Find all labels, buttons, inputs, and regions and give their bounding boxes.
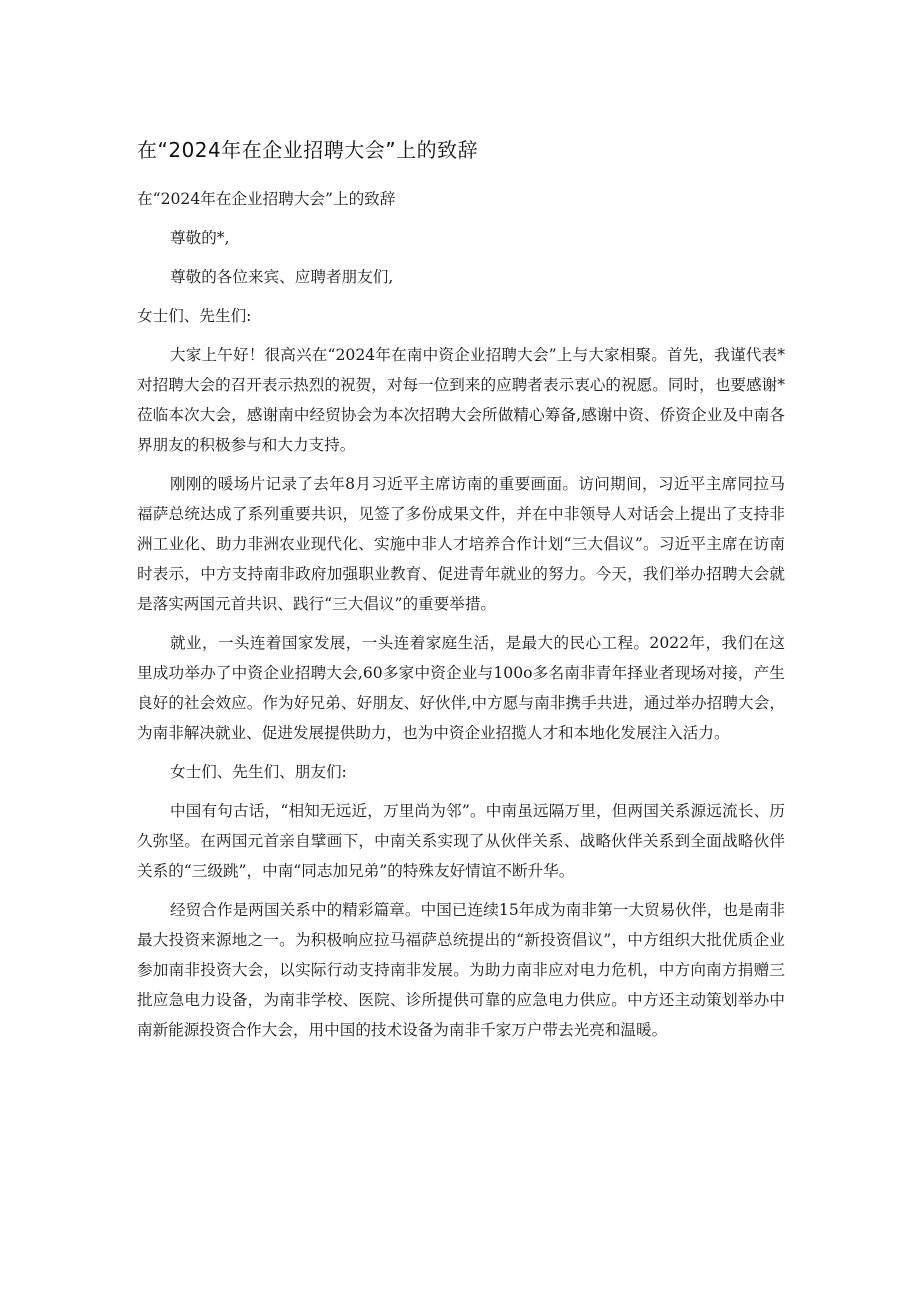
paragraph-employment: 就业，一头连着国家发展，一头连着家庭生活，是最大的民心工程。2022年，我们在这里成功举办了中资企业招聘大会,60多家中资企业与100o多名南非青年择业者现场对接，产生良好的社会效应。作为好兄弟、好朋友、好伙伴,中方愿与南非携手共进，通过举办招聘大会，为南非解决就业、促进发展提供助力，也为中资企业招揽人才和本地化发展注入活力。 [137,634,785,742]
paragraph-greeting: 大家上午好！很高兴在“2024年在南中资企业招聘大会”上与大家相聚。首先，我谨代表*对招聘大会的召开表示热烈的祝贺，对每一位到来的应聘者表示衷心的祝愿。同时，也要感谢*莅临本次大会，感谢南中经贸协会为本次招聘大会所做精心筹备,感谢中资、侨资企业及中南各界朋友的积极参与和大力支持。 [137,346,785,454]
document-body [137,184,785,1054]
salutation-guests-applicants: 尊敬的各位来宾、应聘者朋友们, [170,268,394,286]
document-title: 在“2024年在企业招聘大会”上的致辞 [137,138,479,162]
paragraph-relations: 中国有句古话，“相知无远近，万里尚为邻”。中南虽远隔万里，但两国关系源远流长、历久弥坚。在两国元首亲自擘画下，中南关系实现了从伙伴关系、战略伙伴关系到全面战略伙伴关系的“三级跳”，中南“同志加兄弟”的特殊友好情谊不断升华。 [137,802,785,880]
paragraph-state-visit: 刚刚的暖场片记录了去年8月习近平主席访南的重要画面。访问期间，习近平主席同拉马福萨总统达成了系列重要共识，见签了多份成果文件，并在中非领导人对话会上提出了支持非洲工业化、助力非洲农业现代化、实施中非人才培养合作计划“三大倡议”。习近平主席在访南时表示，中方支持南非政府加强职业教育、促进青年就业的努力。今天，我们举办招聘大会就是落实两国元首共识、践行“三大倡议”的重要举措。 [137,475,785,613]
paragraph-trade-cooperation: 经贸合作是两国关系中的精彩篇章。中国已连续15年成为南非第一大贸易伙伴，也是南非最大投资来源地之一。为积极响应拉马福萨总统提出的“新投资倡议”，中方组织大批优质企业参加南非投资大会，以实际行动支持南非发展。为助力南非应对电力危机，中方向南方捐赠三批应急电力设备，为南非学校、医院、诊所提供可靠的应急电力供应。中方还主动策划举办中南新能源投资合作大会，用中国的技术设备为南非千家万户带去光亮和温暖。 [137,901,785,1039]
salutation-ladies-gentlemen: 女士们、先生们: [137,307,252,325]
document-subtitle: 在“2024年在企业招聘大会”上的致辞 [137,190,396,208]
salutation-honored-guest: 尊敬的*, [170,229,230,247]
paragraph-address-friends: 女士们、先生们、朋友们: [170,763,347,781]
